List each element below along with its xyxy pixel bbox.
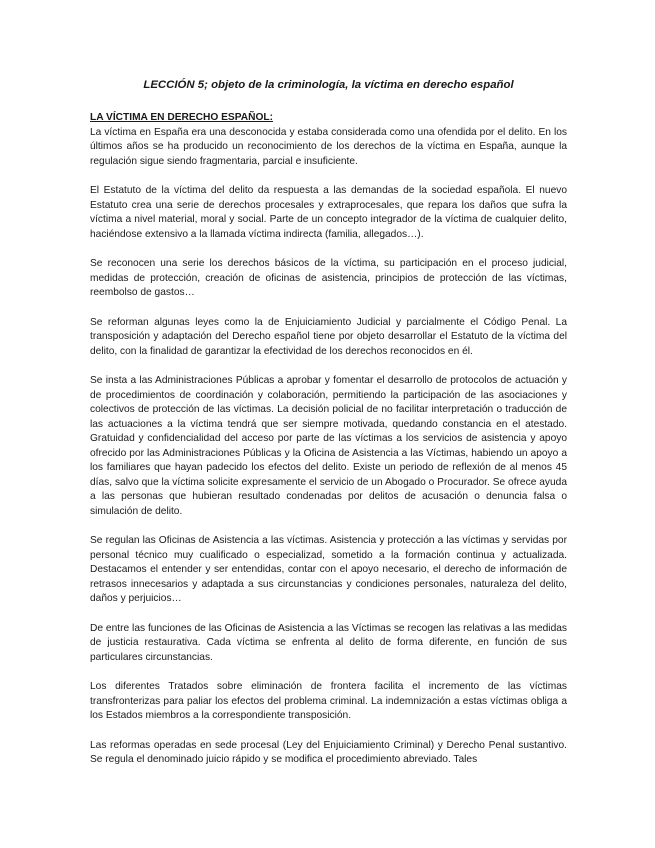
paragraph-7: De entre las funciones de las Oficinas de Asistencia a las Víctimas se recogen las relativas a las medidas de justicia restaurativa. Cada víctima se enfrenta al delito de forma diferente, en función de sus particulares circunstancias. <box>90 622 567 663</box>
paragraph-8: Los diferentes Tratados sobre eliminación de frontera facilita el incremento de las víctimas transfronterizas para paliar los efectos del problema criminal. La indemnización a estas víctimas obliga a los Estados miembros a la correspondiente transposición. <box>90 681 567 721</box>
paragraph-5: Se insta a las Administraciones Públicas a aprobar y fomentar el desarrollo de protocolos de actuación y de procedimientos de coordinación y colaboración, permitiendo la participación de las asociaciones y colectivos de protección de las víctimas. La decisión policial de no facilitar interpretación o traducción de las actuaciones a la víctima tendrá que ser siempre motivada, quedando constancia en el atestado. Gratuidad y confidencialidad del acceso por parte de las víctimas a los servicios de asistencia y apoyo ofrecido por las Administraciones Públicas y la Oficina de Asistencia a las Víctimas, habiendo un apoyo a los familiares que hayan padecido los efectos del delito. Existe un periodo de reflexión de al menos 45 días, salvo que la víctima solicite expresamente el servicio de un Abogado o Procurador. Se ofrece ayuda a las personas que hubieran resultado condenadas por delitos de acusación o denuncia falsa o simulación de delito. <box>90 375 567 517</box>
section-heading: LA VÍCTIMA EN DERECHO ESPAÑOL: <box>90 112 274 123</box>
document-title: LECCIÓN 5; objeto de la criminología, la víctima en derecho español <box>143 79 514 91</box>
paragraph-3: Se reconocen una serie los derechos básicos de la víctima, su participación en el proceso judicial, medidas de protección, creación de oficinas de asistencia, principios de protección de las víctimas, reembolso de gastos… <box>90 258 567 298</box>
paragraph-6: Se regulan las Oficinas de Asistencia a las víctimas. Asistencia y protección a las víctimas y servidas por personal técnico muy cualificado o especializad, sometido a la formación continua y actualizada. Destacamos el entender y ser entendidas, contar con el apoyo necesario, el derecho de información de retrasos innecesarios y adaptada a sus circunstancias y condiciones personales, naturaleza del delito, daños y perjuicios… <box>90 535 567 604</box>
paragraph-9: Las reformas operadas en sede procesal (Ley del Enjuiciamiento Criminal) y Derecho Penal sustantivo. Se regula el denominado juicio rápido y se modifica el procedimiento abreviado. Tales <box>90 739 567 765</box>
paragraph-2: El Estatuto de la víctima del delito da respuesta a las demandas de la sociedad española. El nuevo Estatuto crea una serie de derechos procesales y extraprocesales, que repara los daños que sufra la víctima a nivel material, moral y social. Parte de un concepto integrador de la víctima de cualquier delito, haciéndose extensivo a la llamada víctima indirecta (familia, allegados…). <box>90 185 567 240</box>
paragraph-4: Se reforman algunas leyes como la de Enjuiciamiento Judicial y parcialmente el Código Penal. La transposición y adaptación del Derecho español tiene por objeto desarrollar el Estatuto de la víctima del delito, con la finalidad de garantizar la efectividad de los derechos reconocidos en él. <box>90 316 567 357</box>
document-page <box>90 70 567 783</box>
paragraph-1: La víctima en España era una desconocida y estaba considerada como una ofendida por el delito. En los últimos años se ha producido un reconocimiento de los derechos de la víctima en España, aunque la regulación sigue siendo fragmentaria, parcial e insuficiente. <box>90 126 567 167</box>
